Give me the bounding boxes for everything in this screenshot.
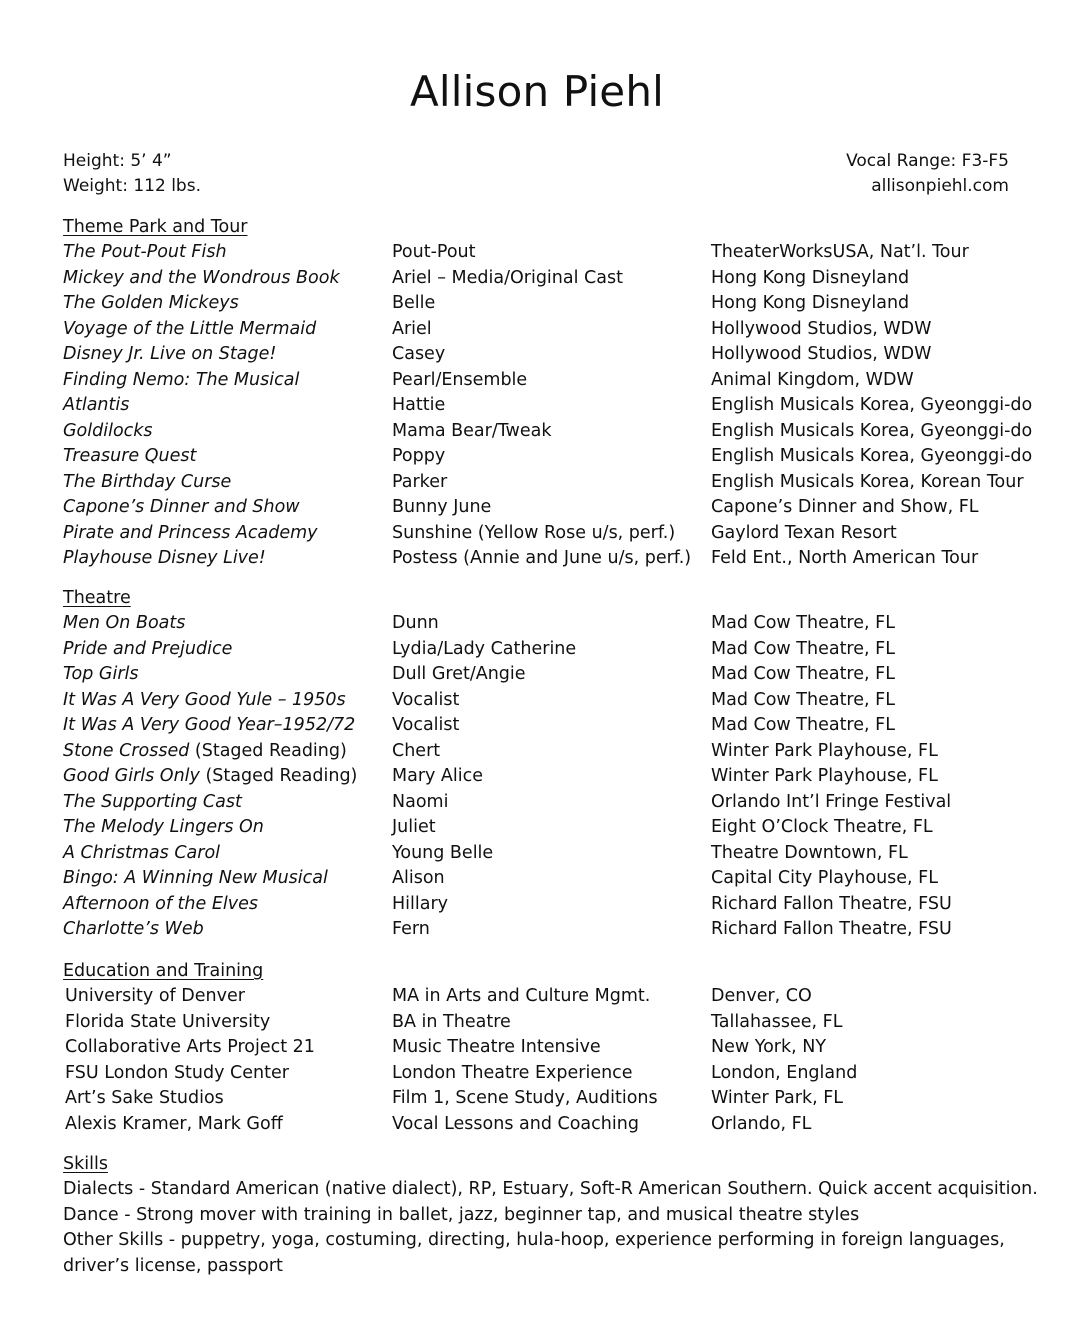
venue: Hollywood Studios, WDW [711,318,932,339]
venue: English Musicals Korea, Gyeonggi-do [711,446,1033,466]
education-section [63,959,1043,1137]
credit-row [63,546,1043,572]
role: Naomi [392,791,449,812]
role: Lydia/Lady Catherine [392,638,577,659]
location: London, England [711,1062,858,1083]
production-note: (Staged Reading) [189,740,347,761]
credit-row [63,521,1043,547]
resume-name: Allison Piehl [409,67,665,116]
credit-row [63,611,1043,637]
credit-row [63,841,1043,867]
theatre-list [63,611,1043,943]
school: University of Denver [65,986,245,1006]
venue: Capital City Playhouse, FL [711,868,938,888]
venue: Hollywood Studios, WDW [711,344,932,364]
education-list [63,984,1043,1137]
role: Chert [392,740,441,761]
credit-row [63,419,1043,445]
venue: Gaylord Texan Resort [711,522,897,543]
venue: Theatre Downtown, FL [711,842,908,863]
credit-row [63,739,1043,765]
education-row [63,1035,1043,1061]
venue: Winter Park Playhouse, FL [711,766,938,786]
role: Juliet [392,817,436,837]
role: Casey [392,344,446,364]
credit-row [63,342,1043,368]
website: allisonpiehl.com [871,176,1009,196]
role: Mary Alice [392,766,484,786]
venue: TheaterWorksUSA, Nat’l. Tour [711,242,969,262]
school: Art’s Sake Studios [65,1088,224,1108]
show-title: Capone’s Dinner and Show [63,497,300,517]
show-title: Pirate and Princess Academy [63,522,318,543]
location: Orlando, FL [711,1113,812,1134]
skills-dialects: Dialects - Standard American (native dialect), RP, Estuary, Soft-R American Southern. Quick accent acquisition. [63,1179,1038,1199]
school: Alexis Kramer, Mark Goff [65,1113,283,1134]
skills-other: Other Skills - puppetry, yoga, costuming, directing, hula-hoop, experience performing in foreign languages, [63,1230,1005,1250]
role: Poppy [392,446,446,466]
show-title: Top Girls [63,664,139,684]
venue: Animal Kingdom, WDW [711,369,914,390]
physical-stats [63,149,201,199]
show-title: It Was A Very Good Year–1952/72 [63,715,356,735]
show-title: The Pout-Pout Fish [63,242,227,262]
show-title: Treasure Quest [63,446,197,466]
show-title: Finding Nemo: The Musical [63,369,300,390]
role: Sunshine (Yellow Rose u/s, perf.) [392,522,676,543]
show-title: The Birthday Curse [63,471,232,492]
program: Vocal Lessons and Coaching [392,1113,639,1134]
role: Ariel – Media/Original Cast [392,267,623,288]
role: Dunn [392,613,439,633]
education-row [63,1112,1043,1138]
skills-dance: Dance - Strong mover with training in ballet, jazz, beginner tap, and musical theatre styles [63,1204,860,1225]
credit-row [63,637,1043,663]
production-note: (Staged Reading) [199,766,358,786]
show-title: Disney Jr. Live on Stage! [63,344,277,364]
role: Parker [392,471,448,492]
program: London Theatre Experience [392,1062,633,1083]
location: New York, NY [711,1037,827,1057]
section-heading: Skills [63,1154,108,1174]
show-title: Pride and Prejudice [63,638,233,659]
section-heading: Theme Park and Tour [63,217,248,237]
school: Florida State University [65,1011,271,1032]
education-row [63,1061,1043,1087]
credit-row [63,662,1043,688]
credit-row [63,764,1043,790]
role: Pearl/Ensemble [392,369,528,390]
credit-row [63,495,1043,521]
show-title: Charlotte’s Web [63,919,204,939]
venue: Feld Ent., North American Tour [711,548,979,568]
role: Belle [392,293,436,313]
theme-park-section [63,215,1043,572]
show-title: Stone Crossed [63,740,190,761]
venue: Winter Park Playhouse, FL [711,740,938,761]
venue: Richard Fallon Theatre, FSU [711,893,952,914]
venue: Mad Cow Theatre, FL [711,664,895,684]
program: BA in Theatre [392,1011,511,1032]
role: Vocalist [392,689,460,710]
credit-row [63,266,1043,292]
show-title: Afternoon of the Elves [63,893,258,914]
school: Collaborative Arts Project 21 [65,1037,315,1057]
role: Dull Gret/Angie [392,664,526,684]
credit-row [63,917,1043,943]
show-title: Playhouse Disney Live! [63,548,266,568]
venue: Mad Cow Theatre, FL [711,689,895,710]
credit-row [63,713,1043,739]
role: Ariel [392,318,432,339]
show-title: Atlantis [63,395,130,415]
credit-row [63,688,1043,714]
role: Hattie [392,395,446,415]
credit-row [63,368,1043,394]
credit-row [63,470,1043,496]
venue: Mad Cow Theatre, FL [711,715,895,735]
height-stat: Height: 5’ 4” [63,151,172,171]
venue: Eight O’Clock Theatre, FL [711,817,933,837]
venue: Capone’s Dinner and Show, FL [711,497,979,517]
location: Winter Park, FL [711,1088,844,1108]
credit-row [63,790,1043,816]
school: FSU London Study Center [65,1062,289,1083]
show-title: Men On Boats [63,613,186,633]
role: Bunny June [392,497,492,517]
show-title: A Christmas Carol [63,842,221,863]
show-title: Goldilocks [63,420,153,441]
vocal-range: Vocal Range: F3-F5 [846,151,1009,171]
credit-row [63,892,1043,918]
location: Denver, CO [711,986,812,1006]
theatre-section [63,586,1043,943]
role: Hillary [392,893,449,914]
education-row [63,1086,1043,1112]
skills-other-continued: driver’s license, passport [63,1255,283,1276]
program: Music Theatre Intensive [392,1037,601,1057]
venue: Orlando Int’l Fringe Festival [711,791,952,812]
credit-row [63,866,1043,892]
venue: English Musicals Korea, Gyeonggi-do [711,395,1033,415]
program: MA in Arts and Culture Mgmt. [392,986,651,1006]
venue: English Musicals Korea, Korean Tour [711,471,1024,492]
role: Vocalist [392,715,460,735]
section-heading: Theatre [63,588,131,608]
show-title: The Golden Mickeys [63,293,239,313]
education-row [63,1010,1043,1036]
venue: Mad Cow Theatre, FL [711,638,895,659]
venue: Mad Cow Theatre, FL [711,613,895,633]
credit-row [63,393,1043,419]
role: Fern [392,919,430,939]
role: Alison [392,868,445,888]
credit-row [63,240,1043,266]
credit-row [63,444,1043,470]
program: Film 1, Scene Study, Auditions [392,1088,658,1108]
section-heading: Education and Training [63,961,264,981]
venue: English Musicals Korea, Gyeonggi-do [711,420,1033,441]
credit-row [63,291,1043,317]
contact-info [846,149,1009,199]
role: Postess (Annie and June u/s, perf.) [392,548,692,568]
role: Mama Bear/Tweak [392,420,552,441]
venue: Hong Kong Disneyland [711,293,910,313]
show-title: The Melody Lingers On [63,817,264,837]
credit-row [63,815,1043,841]
show-title: Voyage of the Little Mermaid [63,318,317,339]
venue: Richard Fallon Theatre, FSU [711,919,952,939]
venue: Hong Kong Disneyland [711,267,910,288]
role: Young Belle [392,842,494,863]
role: Pout-Pout [392,242,476,262]
show-title: It Was A Very Good Yule – 1950s [63,689,346,710]
education-row [63,984,1043,1010]
weight-stat: Weight: 112 lbs. [63,176,201,196]
show-title: Good Girls Only [63,766,200,786]
skills-section [63,1152,1043,1279]
location: Tallahassee, FL [711,1011,843,1032]
show-title: Mickey and the Wondrous Book [63,267,340,288]
credit-row [63,317,1043,343]
show-title: The Supporting Cast [63,791,242,812]
theme-park-list [63,240,1043,572]
show-title: Bingo: A Winning New Musical [63,868,328,888]
